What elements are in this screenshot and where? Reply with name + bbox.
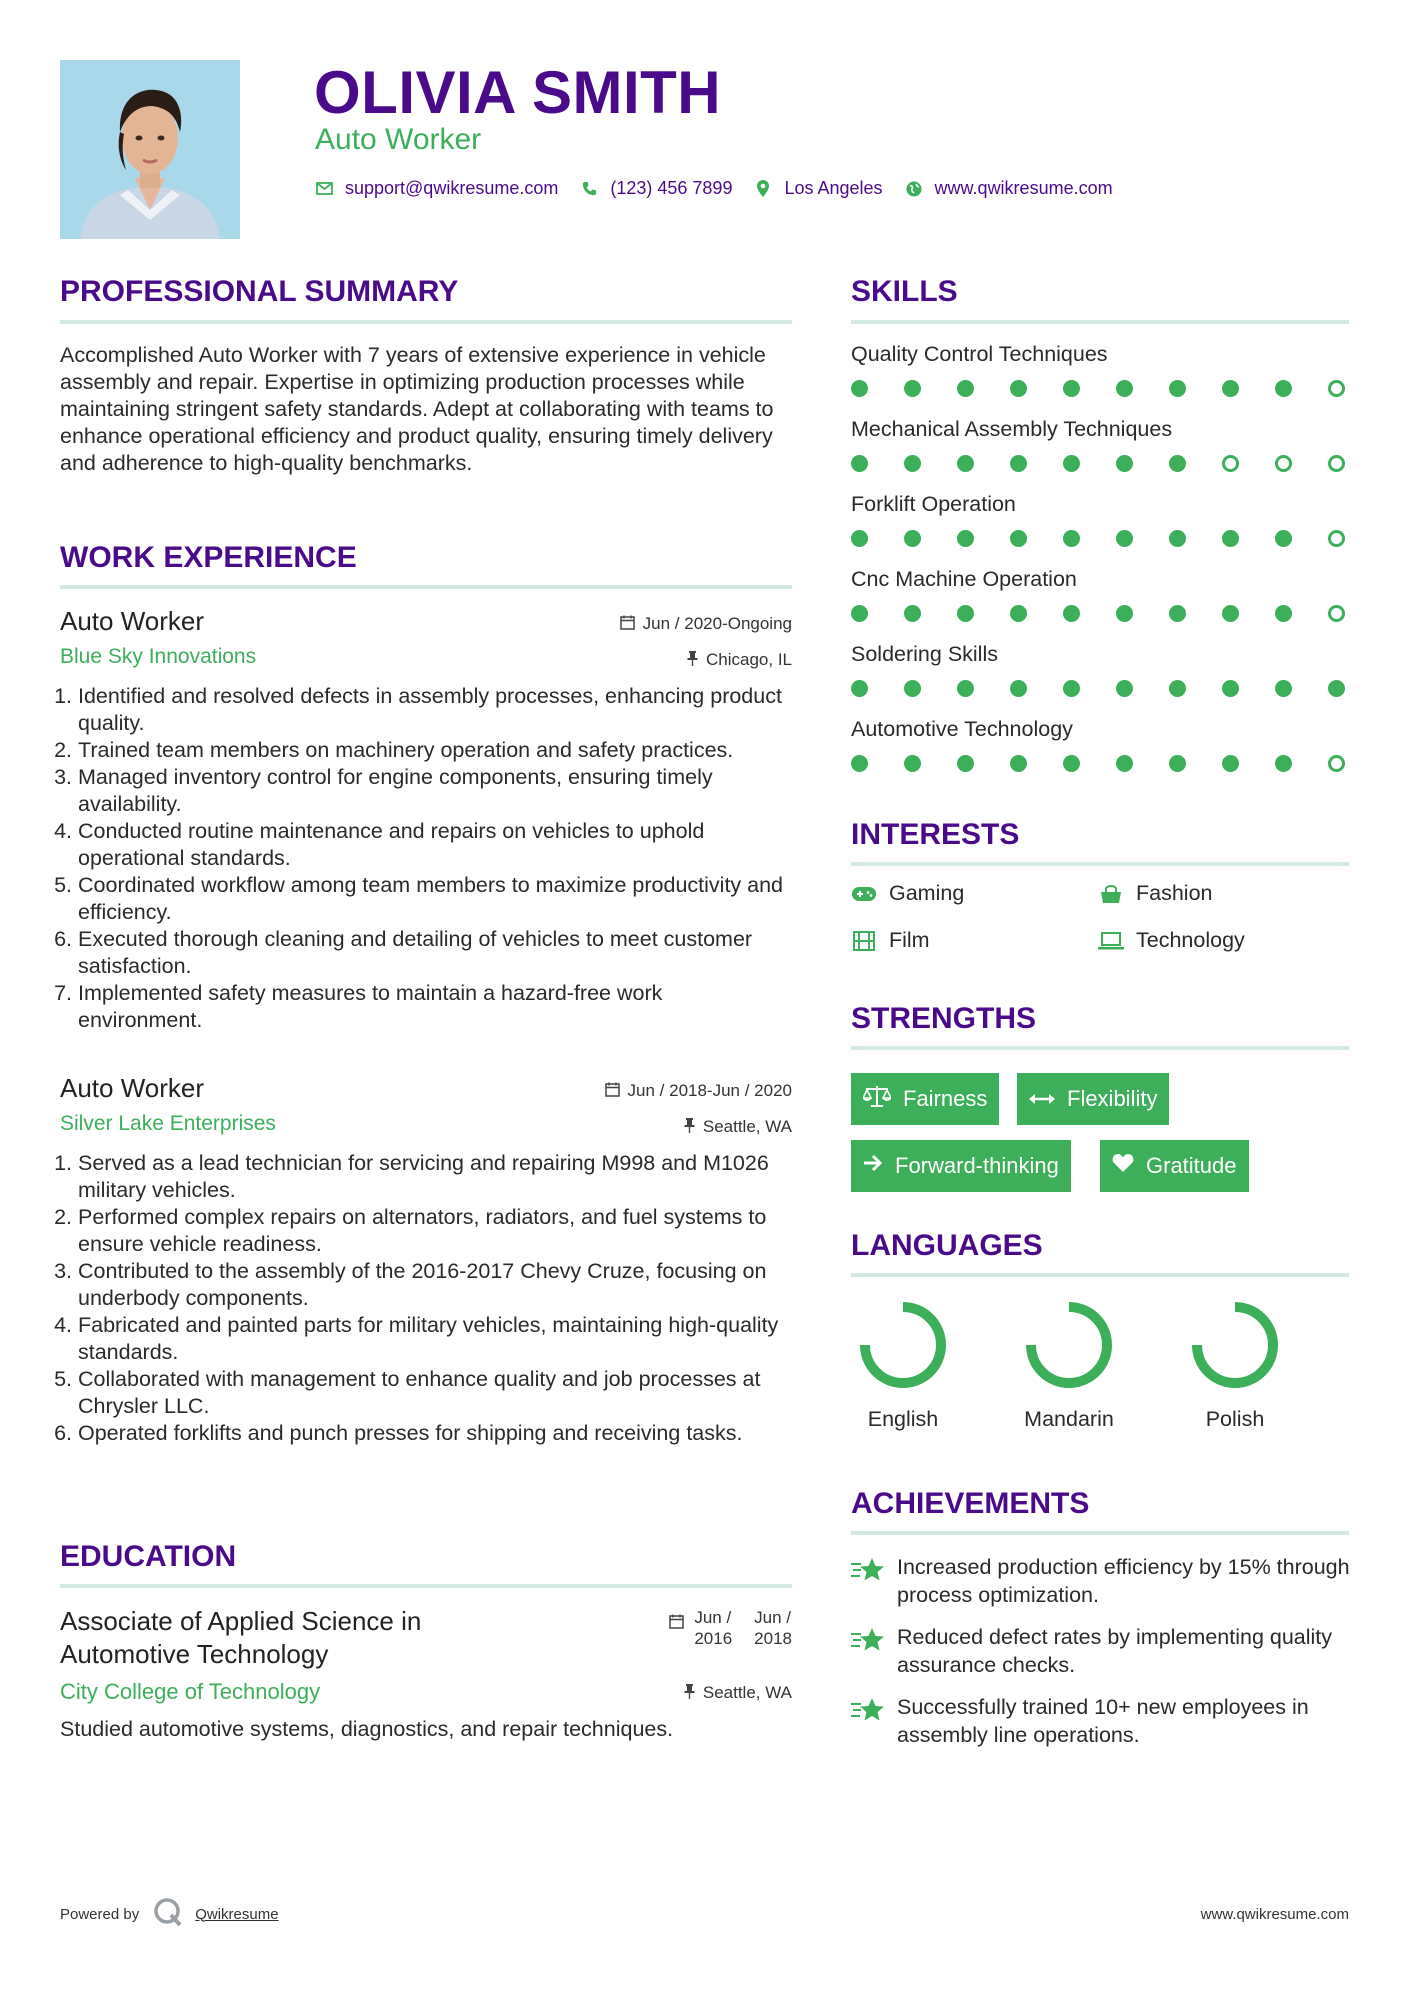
footer-website[interactable]: www.qwikresume.com bbox=[1200, 1906, 1349, 1923]
degree-title: Associate of Applied Science in Automotive Technology bbox=[60, 1606, 422, 1669]
language-item bbox=[1175, 1297, 1295, 1432]
job-bullet: 6. Executed thorough cleaning and detailing of vehicles to meet customer satisfaction. bbox=[78, 926, 792, 980]
language-item bbox=[1009, 1297, 1129, 1432]
education-dates bbox=[669, 1607, 792, 1649]
company-name: Blue Sky Innovations bbox=[60, 645, 257, 668]
globe-icon bbox=[905, 181, 923, 197]
experience-divider bbox=[60, 585, 792, 589]
summary-text: Accomplished Auto Worker with 7 years of extensive experience in vehicle assembly and repair. Expertise in optimizing production processes while maintaining stringent safety standards. Adept at collaborating with teams to enhance operational efficiency and product quality, ensuring timely delivery and adherence to high-quality benchmarks. bbox=[60, 343, 774, 475]
skill-dot-filled bbox=[1116, 455, 1133, 472]
job-dates bbox=[620, 614, 792, 634]
achievement-text: Successfully trained 10+ new employees in assembly line operations. bbox=[897, 1695, 1309, 1747]
skill-dot-filled bbox=[1010, 455, 1027, 472]
skill-dot-filled bbox=[1116, 605, 1133, 622]
achievements-divider bbox=[851, 1531, 1349, 1535]
skill-dot-empty bbox=[1222, 455, 1239, 472]
skills-heading: SKILLS bbox=[851, 275, 958, 308]
skill-dot-filled bbox=[851, 755, 868, 772]
skill-dot-filled bbox=[1222, 530, 1239, 547]
job-entry-2 bbox=[60, 1073, 792, 1447]
job-bullet: 2. Trained team members on machinery operation and safety practices. bbox=[78, 737, 792, 764]
job-location-text: Seattle, WA bbox=[702, 1117, 792, 1136]
film-icon bbox=[851, 931, 877, 951]
interest-fashion bbox=[1098, 881, 1213, 906]
achievement-text: Increased production efficiency by 15% through process optimization. bbox=[897, 1555, 1350, 1607]
skill-name: Quality Control Techniques bbox=[851, 342, 1108, 366]
phone-text: (123) 456 7899 bbox=[610, 178, 733, 198]
company-name: Silver Lake Enterprises bbox=[60, 1112, 276, 1135]
skill-rating bbox=[851, 524, 1351, 554]
strength-fairness bbox=[851, 1073, 999, 1125]
experience-heading: WORK EXPERIENCE bbox=[60, 541, 357, 574]
end-month: Jun / bbox=[754, 1608, 792, 1627]
skill-dot-filled bbox=[1169, 680, 1186, 697]
achievement-item bbox=[851, 1553, 1361, 1609]
skill-rating bbox=[851, 449, 1351, 479]
language-level-ring bbox=[855, 1297, 951, 1393]
skill-dot-filled bbox=[957, 755, 974, 772]
calendar-icon bbox=[605, 1082, 620, 1101]
skill-dot-filled bbox=[1169, 455, 1186, 472]
strength-label: Gratitude bbox=[1146, 1153, 1237, 1178]
skill-dot-filled bbox=[851, 455, 868, 472]
skill-dot-filled bbox=[1275, 380, 1292, 397]
skill-item bbox=[851, 642, 1351, 717]
interest-label: Film bbox=[889, 928, 930, 952]
skill-dot-filled bbox=[851, 680, 868, 697]
job-location bbox=[684, 1117, 792, 1137]
job-location-text: Chicago, IL bbox=[706, 650, 792, 669]
powered-by-label: Powered by bbox=[60, 1905, 140, 1923]
arrow-right-icon bbox=[863, 1154, 883, 1178]
skills-divider bbox=[851, 320, 1349, 324]
job-bullet: 5. Coordinated workflow among team members to maximize productivity and efficiency. bbox=[78, 872, 792, 926]
interest-label: Fashion bbox=[1136, 881, 1213, 905]
laptop-icon bbox=[1098, 932, 1124, 950]
arrows-horizontal-icon bbox=[1029, 1087, 1055, 1111]
skill-rating bbox=[851, 674, 1351, 704]
skill-dot-filled bbox=[1275, 530, 1292, 547]
start-year: 2016 bbox=[694, 1629, 733, 1648]
skill-dot-filled bbox=[1116, 680, 1133, 697]
skill-dot-filled bbox=[957, 530, 974, 547]
strength-flexibility bbox=[1017, 1073, 1169, 1125]
skill-dot-filled bbox=[1169, 380, 1186, 397]
location-text: Los Angeles bbox=[784, 178, 883, 198]
skill-dot-filled bbox=[957, 605, 974, 622]
calendar-icon bbox=[620, 615, 635, 634]
candidate-title: Auto Worker bbox=[315, 123, 482, 156]
pin-icon bbox=[687, 651, 698, 670]
footer-powered-by bbox=[60, 1897, 279, 1931]
interest-film bbox=[851, 928, 930, 953]
job-bullets bbox=[60, 683, 792, 1034]
job-dates-text: Jun / 2018-Jun / 2020 bbox=[627, 1081, 792, 1100]
skill-rating bbox=[851, 374, 1351, 404]
contact-email[interactable] bbox=[315, 178, 558, 199]
shooting-star-icon bbox=[851, 1693, 887, 1749]
strength-label: Fairness bbox=[903, 1086, 988, 1111]
skill-name: Mechanical Assembly Techniques bbox=[851, 417, 1173, 441]
job-bullet: 1. Served as a lead technician for servicing and repairing M998 and M1026 military vehicles. bbox=[78, 1150, 792, 1204]
skill-dot-filled bbox=[1063, 380, 1080, 397]
skill-name: Automotive Technology bbox=[851, 717, 1073, 741]
skill-dot-filled bbox=[957, 380, 974, 397]
skill-dot-filled bbox=[1275, 680, 1292, 697]
interest-technology bbox=[1098, 928, 1245, 953]
education-entry bbox=[60, 1605, 792, 1742]
strength-gratitude bbox=[1100, 1140, 1249, 1192]
envelope-icon bbox=[315, 182, 333, 195]
skill-dot-filled bbox=[851, 380, 868, 397]
achievement-text: Reduced defect rates by implementing quality assurance checks. bbox=[897, 1625, 1333, 1677]
job-dates bbox=[605, 1081, 792, 1101]
calendar-icon bbox=[669, 1614, 684, 1635]
strength-label: Flexibility bbox=[1067, 1086, 1158, 1111]
skill-dot-filled bbox=[957, 455, 974, 472]
skill-dot-empty bbox=[1275, 455, 1292, 472]
job-location bbox=[687, 650, 792, 670]
map-marker-icon bbox=[754, 180, 772, 197]
skill-dot-filled bbox=[1063, 605, 1080, 622]
qwikresume-link[interactable]: Qwikresume bbox=[195, 1905, 279, 1923]
interests-heading: INTERESTS bbox=[851, 818, 1020, 851]
contact-phone[interactable] bbox=[580, 178, 732, 199]
skill-dot-filled bbox=[904, 455, 921, 472]
interests-divider bbox=[851, 862, 1349, 866]
job-bullet: 1. Identified and resolved defects in assembly processes, enhancing product quality. bbox=[78, 683, 792, 737]
skill-dot-filled bbox=[1222, 380, 1239, 397]
skill-dot-filled bbox=[1222, 755, 1239, 772]
gamepad-icon bbox=[851, 887, 877, 901]
skill-dot-filled bbox=[904, 680, 921, 697]
shopping-bag-icon bbox=[1098, 884, 1124, 904]
strength-forward-thinking bbox=[851, 1140, 1071, 1192]
job-bullet: 2. Performed complex repairs on alternators, radiators, and fuel systems to ensure vehicle readiness. bbox=[78, 1204, 792, 1258]
job-bullets bbox=[60, 1150, 792, 1447]
skill-item bbox=[851, 717, 1351, 792]
skill-item bbox=[851, 417, 1351, 492]
skill-dot-filled bbox=[1116, 755, 1133, 772]
strength-label: Forward-thinking bbox=[895, 1153, 1059, 1178]
skill-dot-filled bbox=[1010, 755, 1027, 772]
skill-dot-filled bbox=[1169, 755, 1186, 772]
skill-item bbox=[851, 492, 1351, 567]
shooting-star-icon bbox=[851, 1623, 887, 1679]
job-bullet: 4. Conducted routine maintenance and repairs on vehicles to uphold operational standards. bbox=[78, 818, 792, 872]
language-name: Mandarin bbox=[1024, 1407, 1114, 1431]
skill-dot-filled bbox=[904, 755, 921, 772]
education-heading: EDUCATION bbox=[60, 1540, 237, 1573]
skill-dot-empty bbox=[1328, 380, 1345, 397]
achievement-item bbox=[851, 1693, 1361, 1749]
job-bullet: 3. Contributed to the assembly of the 2016-2017 Chevy Cruze, focusing on underbody components. bbox=[78, 1258, 792, 1312]
job-bullet: 5. Collaborated with management to enhance quality and job processes at Chrysler LLC. bbox=[78, 1366, 792, 1420]
shooting-star-icon bbox=[851, 1553, 887, 1609]
strengths-heading: STRENGTHS bbox=[851, 1002, 1037, 1035]
education-description: Studied automotive systems, diagnostics, and repair techniques. bbox=[60, 1717, 674, 1741]
interest-label: Gaming bbox=[889, 881, 965, 905]
contact-row bbox=[315, 178, 1135, 199]
skill-dot-empty bbox=[1328, 755, 1345, 772]
summary-heading: PROFESSIONAL SUMMARY bbox=[60, 275, 459, 308]
skill-dot-filled bbox=[1063, 755, 1080, 772]
skill-dot-empty bbox=[1328, 455, 1345, 472]
skill-dot-filled bbox=[1169, 530, 1186, 547]
strengths-divider bbox=[851, 1046, 1349, 1050]
skill-dot-filled bbox=[851, 605, 868, 622]
education-location bbox=[684, 1683, 792, 1703]
skill-dot-filled bbox=[904, 605, 921, 622]
skill-dot-filled bbox=[904, 380, 921, 397]
job-bullet: 7. Implemented safety measures to maintain a hazard-free work environment. bbox=[78, 980, 792, 1034]
skill-dot-filled bbox=[1063, 530, 1080, 547]
skill-dot-filled bbox=[1116, 380, 1133, 397]
languages-divider bbox=[851, 1273, 1349, 1277]
pin-icon bbox=[684, 1684, 695, 1703]
skill-dot-filled bbox=[1116, 530, 1133, 547]
skill-dot-filled bbox=[1063, 455, 1080, 472]
skill-dot-filled bbox=[904, 530, 921, 547]
website-text: www.qwikresume.com bbox=[934, 178, 1113, 198]
language-item bbox=[843, 1297, 963, 1432]
start-month: Jun / bbox=[694, 1608, 732, 1627]
skill-dot-empty bbox=[1328, 530, 1345, 547]
pin-icon bbox=[684, 1118, 695, 1137]
job-title: Auto Worker bbox=[60, 1073, 205, 1103]
interest-label: Technology bbox=[1136, 928, 1245, 952]
education-location-text: Seattle, WA bbox=[702, 1683, 792, 1702]
contact-website[interactable] bbox=[905, 178, 1113, 199]
email-text: support@qwikresume.com bbox=[345, 178, 559, 198]
job-entry-1 bbox=[60, 606, 792, 1034]
skill-dot-filled bbox=[851, 530, 868, 547]
start-date bbox=[694, 1607, 732, 1649]
end-year: 2018 bbox=[754, 1629, 792, 1648]
skill-dot-filled bbox=[1010, 680, 1027, 697]
skill-item bbox=[851, 342, 1351, 417]
job-dates-text: Jun / 2020-Ongoing bbox=[642, 614, 792, 633]
education-divider bbox=[60, 1584, 792, 1588]
language-level-ring bbox=[1021, 1297, 1117, 1393]
language-name: Polish bbox=[1205, 1407, 1265, 1431]
skill-rating bbox=[851, 599, 1351, 629]
skill-name: Soldering Skills bbox=[851, 642, 998, 666]
skill-dot-filled bbox=[1222, 680, 1239, 697]
job-bullet: 3. Managed inventory control for engine components, ensuring timely availability. bbox=[78, 764, 792, 818]
heart-icon bbox=[1112, 1153, 1134, 1179]
language-name: English bbox=[867, 1407, 939, 1431]
languages-heading: LANGUAGES bbox=[851, 1229, 1043, 1262]
skill-dot-filled bbox=[1328, 680, 1345, 697]
skill-dot-filled bbox=[1169, 605, 1186, 622]
interest-gaming bbox=[851, 881, 964, 906]
phone-icon bbox=[580, 181, 598, 196]
qwikresume-logo-icon bbox=[153, 1897, 183, 1931]
skill-name: Forklift Operation bbox=[851, 492, 1016, 516]
skill-dot-filled bbox=[1010, 530, 1027, 547]
skill-dot-filled bbox=[1275, 605, 1292, 622]
skill-dot-filled bbox=[1275, 755, 1292, 772]
end-date bbox=[754, 1607, 792, 1649]
skill-dot-empty bbox=[1328, 605, 1345, 622]
achievement-item bbox=[851, 1623, 1361, 1679]
skill-item bbox=[851, 567, 1351, 642]
skill-dot-filled bbox=[1222, 605, 1239, 622]
language-level-ring bbox=[1187, 1297, 1283, 1393]
job-bullet: 6. Operated forklifts and punch presses for shipping and receiving tasks. bbox=[78, 1420, 792, 1447]
skill-dot-filled bbox=[957, 680, 974, 697]
profile-photo bbox=[60, 60, 240, 239]
contact-location bbox=[754, 178, 882, 199]
achievements-heading: ACHIEVEMENTS bbox=[851, 1487, 1090, 1520]
skill-rating bbox=[851, 749, 1351, 779]
job-title: Auto Worker bbox=[60, 606, 205, 636]
balance-scale-icon bbox=[863, 1085, 891, 1113]
candidate-name: OLIVIA SMITH bbox=[314, 59, 722, 126]
skills-list bbox=[851, 342, 1351, 792]
skill-name: Cnc Machine Operation bbox=[851, 567, 1077, 591]
skill-dot-filled bbox=[1010, 380, 1027, 397]
job-bullet: 4. Fabricated and painted parts for military vehicles, maintaining high-quality standards. bbox=[78, 1312, 792, 1366]
summary-divider bbox=[60, 320, 792, 324]
school-name: City College of Technology bbox=[60, 1679, 321, 1704]
skill-dot-filled bbox=[1063, 680, 1080, 697]
skill-dot-filled bbox=[1010, 605, 1027, 622]
